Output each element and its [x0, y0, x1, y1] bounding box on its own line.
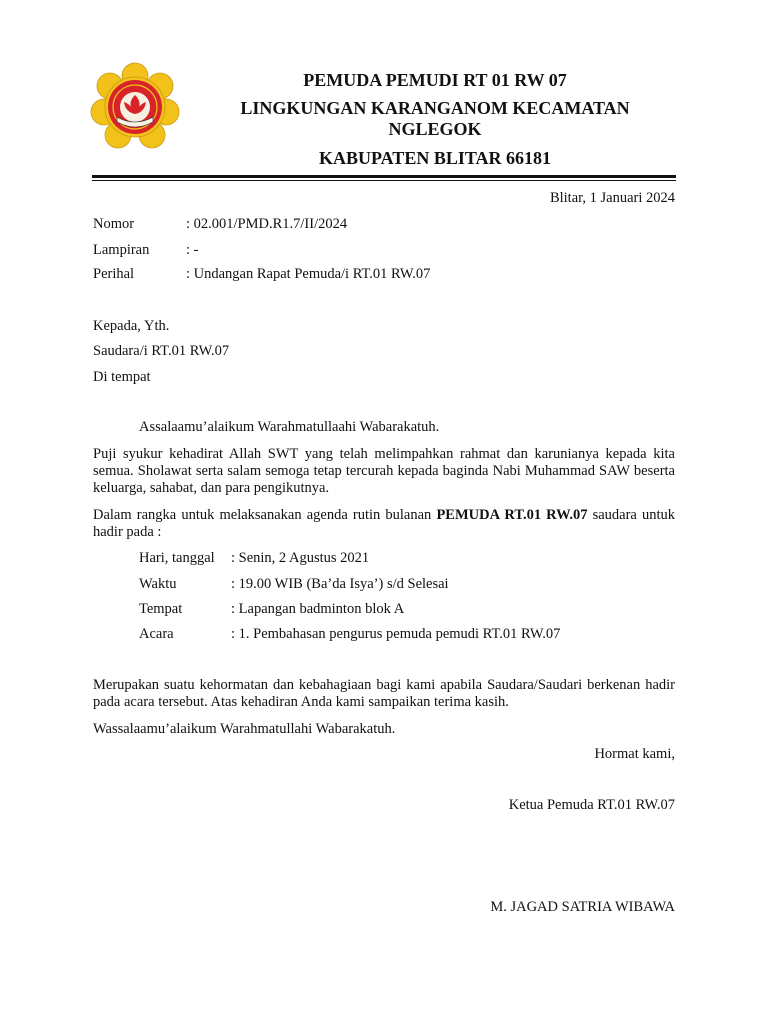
paragraph-intro: Puji syukur kehadirat Allah SWT yang telah melimpahkan rahmat dan karunianya kepada kita semua. Sholawat serta salam semoga tetap tercurah kepada baginda Nabi Muhammad SAW beserta keluarga, sahabat, dan para pengikutnya. — [93, 446, 675, 496]
meta-value-lampiran: : - — [186, 242, 199, 258]
schedule-label-day: Hari, tanggal — [139, 550, 215, 566]
meta-label-lampiran: Lampiran — [93, 242, 150, 258]
recipient-line2: Saudara/i RT.01 RW.07 — [93, 343, 230, 359]
letterhead-divider-thin — [92, 180, 676, 181]
signoff-name: M. JAGAD SATRIA WIBAWA — [490, 899, 675, 915]
meta-value-nomor: : 02.001/PMD.R1.7/II/2024 — [186, 216, 348, 232]
letterhead-line2: LINGKUNGAN KARANGANOM KECAMATAN — [240, 98, 630, 118]
schedule-label-agenda: Acara — [139, 626, 174, 642]
letterhead-line1: PEMUDA PEMUDI RT 01 RW 07 — [303, 70, 567, 90]
closing-greeting: Wassalaamu’alaikum Warahmatullahi Wabarakatuh. — [93, 721, 396, 737]
invitation-text-bold: PEMUDA RT.01 RW.07 — [436, 507, 588, 523]
meta-label-perihal: Perihal — [93, 266, 135, 282]
invitation-text-before: Dalam rangka untuk melaksanakan agenda rutin bulanan — [93, 507, 437, 523]
meta-value-perihal: : Undangan Rapat Pemuda/i RT.01 RW.07 — [186, 266, 431, 282]
opening-greeting: Assalaamu’alaikum Warahmatullaahi Wabarakatuh. — [139, 419, 440, 435]
letterhead-line3: NGLEGOK — [388, 119, 482, 139]
organization-logo-icon — [90, 62, 180, 152]
invitation-text-after: saudara untuk hadir pada : — [93, 507, 675, 540]
signoff-position: Ketua Pemuda RT.01 RW.07 — [508, 797, 675, 813]
signoff-regards: Hormat kami, — [594, 746, 675, 762]
letterhead-line4: KABUPATEN BLITAR 66181 — [318, 148, 552, 168]
letter-date: Blitar, 1 Januari 2024 — [549, 190, 675, 206]
paragraph-invitation — [93, 507, 675, 541]
schedule-value-time: : 19.00 WIB (Ba’da Isya’) s/d Selesai — [231, 576, 449, 592]
schedule-value-day: : Senin, 2 Agustus 2021 — [231, 550, 370, 566]
recipient-line1: Kepada, Yth. — [93, 318, 170, 334]
schedule-value-agenda: : 1. Pembahasan pengurus pemuda pemudi RT.01 RW.07 — [231, 626, 561, 642]
paragraph-closing: Merupakan suatu kehormatan dan kebahagiaan bagi kami apabila Saudara/Saudari berkenan hadir pada acara tersebut. Atas kehadiran Anda kami sampaikan terima kasih. — [93, 677, 675, 710]
recipient-line3: Di tempat — [93, 369, 151, 385]
schedule-label-place: Tempat — [139, 601, 183, 617]
letterhead-divider-thick — [92, 175, 676, 178]
schedule-value-place: : Lapangan badminton blok A — [231, 601, 405, 617]
meta-label-nomor: Nomor — [93, 216, 135, 232]
schedule-label-time: Waktu — [139, 576, 177, 592]
